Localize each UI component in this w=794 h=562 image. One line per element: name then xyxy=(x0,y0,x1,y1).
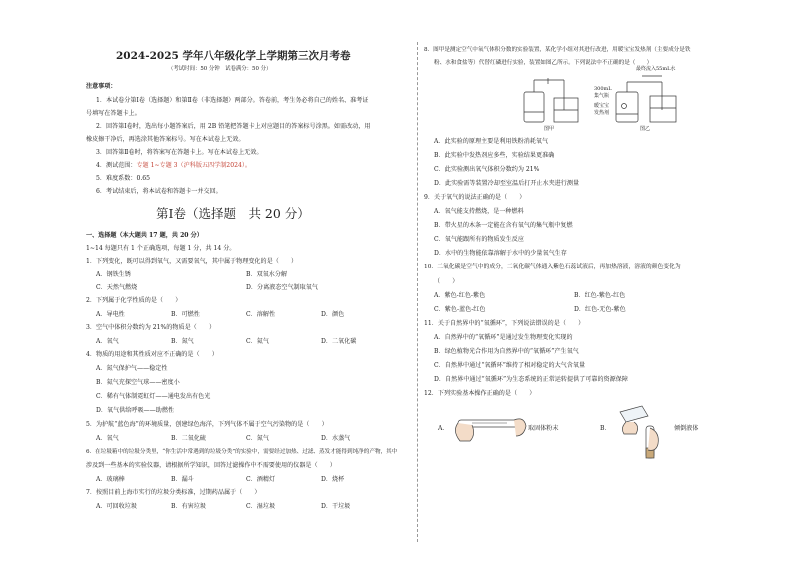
note-4 xyxy=(96,162,251,169)
figure-a-apparatus xyxy=(524,78,578,122)
q11-option-b: B．绿色植物光合作用为自然界中的“氧循环”产生氧气 xyxy=(434,348,579,355)
q1-option-d: D．分离液态空气制取氧气 xyxy=(246,284,318,291)
note-2a: 2．回答第Ⅰ卷时，选出每小题答案后，用 2B 铅笔把答题卡上对应题目的答案标号涂黑。如需改动，用 xyxy=(96,123,371,130)
q11-option-d: D．自然界中通过“氧循环”为生态系统的正常运转提供了可靠的资源保障 xyxy=(434,376,628,383)
q8-option-b: B．此实验中发热剂应多些，实验结果更准确 xyxy=(434,152,555,159)
q12-stem: 12．下列实验基本操作正确的是（ ） xyxy=(424,390,536,397)
q12-option-b-figure xyxy=(612,398,672,468)
q7-option-a: A．可回收垃圾 xyxy=(96,503,137,510)
note-4-prefix: 4．测试范围： xyxy=(96,162,137,169)
q12-option-a-label: 取固体粉末 xyxy=(528,425,559,432)
q5-option-b: B．二氧化硫 xyxy=(171,435,206,442)
q6-option-b: B．漏斗 xyxy=(171,476,194,483)
q6-option-d: D．烧杯 xyxy=(321,476,345,483)
q11-option-a: A．自然界中的“氧循环”是通过发生物理变化实现的 xyxy=(434,334,573,341)
label-gas-bottle: 集气瓶 xyxy=(594,93,610,99)
q4-option-d: D．氧气供给呼吸——助燃性 xyxy=(96,407,175,414)
q6-stem-line2: 涉及到一些基本的实验仪器，请根据所学知识，回答过滤操作中不需要使用的仪器是（ ） xyxy=(86,462,336,469)
q8-final-water-note: 最终流入55mL水 xyxy=(636,66,676,72)
q12-option-b-letter: B． xyxy=(600,425,611,432)
q7-option-c: C．湿垃圾 xyxy=(246,503,276,510)
q10-option-a: A．紫色-红色-紫色 xyxy=(434,292,486,299)
q11-stem: 11．关于自然界中的“氧循环”，下列说法错误的是（ ） xyxy=(424,320,585,327)
q2-option-b: B．可燃性 xyxy=(171,311,200,318)
figure-a-caption: 图甲 xyxy=(544,126,555,132)
q1-option-b: B．双氧水分解 xyxy=(246,271,288,278)
q10-stem-line1: 10．二氧化碳是空气中的成分，二氧化碳气体通入紫色石蕊试液后，再加热溶液，溶液的颜色变化为 xyxy=(424,264,681,270)
q8-stem-line2: 粉、水和食盐等）代替红磷进行实验，装置如图乙所示。下列说法中不正确的是（ ） xyxy=(434,60,653,66)
figure-b-apparatus xyxy=(616,76,676,122)
q1-option-c: C．天然气燃烧 xyxy=(96,284,138,291)
part-heading: 一、选择题（本大题共 17 题，共 20 分） xyxy=(86,232,203,239)
q8-stem-line1: 8．图甲是测定空气中氧气体积分数的实验装置，某化学小组对其进行改进，用暖宝宝发热剂（主要成分是铁 xyxy=(424,47,691,53)
q5-option-a: A．氧气 xyxy=(96,435,119,442)
exam-subtitle: （考试时间：50 分钟 试卷满分：50 分） xyxy=(168,66,272,72)
note-3: 3．回答第Ⅱ卷时，将答案写在答题卡上。写在本试卷上无效。 xyxy=(96,149,263,156)
q3-option-d: D．二氧化碳 xyxy=(321,338,357,345)
q9-option-a: A．氧气能支持燃烧，是一种燃料 xyxy=(434,208,524,215)
q7-option-d: D．干垃圾 xyxy=(321,503,351,510)
q5-stem: 5．为护航“蓝色海”的环境质量，创建绿色海洋，下列气体不属于空气污染物的是（ ） xyxy=(86,421,328,428)
note-2b: 橡皮擦干净后，再选涂其他答案标号。写在本试卷上无效。 xyxy=(86,136,245,143)
q7-option-b: B．有害垃圾 xyxy=(171,503,206,510)
q10-option-d: D．红色-无色-紫色 xyxy=(574,306,626,313)
label-300ml: 300mL xyxy=(594,86,612,92)
note-1a: 1．本试卷分第Ⅰ卷（选择题）和第Ⅱ卷（非选择题）两部分。答卷前，考生务必将自己的姓名、准考证 xyxy=(96,97,369,104)
q12-option-a-figure xyxy=(452,402,528,450)
q8-option-c: C．此实验测出氧气体积分数约为 21% xyxy=(434,166,540,173)
q3-stem: 3．空气中体积分数约为 21%的物质是（ ） xyxy=(86,324,216,331)
q9-option-c: C．氧气能跟所有的物质发生反应 xyxy=(434,236,524,243)
q2-option-c: C．溶解性 xyxy=(246,311,276,318)
note-5: 5．难度系数：0.65 xyxy=(96,175,151,182)
exam-title: 2024-2025 学年八年级化学上学期第三次月考卷 xyxy=(116,50,351,62)
q10-option-b: B．红色-紫色-红色 xyxy=(574,292,626,299)
part-instructions: 1~14 每题只有 1 个正确选项，每题 1 分，共 14 分。 xyxy=(86,245,236,252)
q6-stem-line1: 6．在垃圾箱中的垃圾分类里，“你生活中常遇到的垃圾分类”的实验中，需要经过加热、过滤、蒸发才能得到纯净的产物，其中 xyxy=(86,449,398,455)
q12-option-a-letter: A． xyxy=(438,425,449,432)
label-heat-agent: 发热剂 xyxy=(594,110,610,116)
label-warmer: 暖宝宝 xyxy=(594,103,610,109)
q12-option-b-label: 倾倒液体 xyxy=(674,425,699,432)
q10-stem-line2: （ ） xyxy=(434,278,459,285)
q3-option-b: B．氮气 xyxy=(171,338,194,345)
q10-option-c: C．紫色-蓝色-红色 xyxy=(434,306,486,313)
q8-option-a: A．此实验的原理主要是利用铁粉消耗氧气 xyxy=(434,138,549,145)
q8-option-d: D．此实验需等装置冷却至室温后打开止水夹进行测量 xyxy=(434,180,580,187)
q4-option-c: C．稀有气体制霓虹灯——通电发出有色光 xyxy=(96,393,211,400)
q4-option-b: B．氦气充探空气球——密度小 xyxy=(96,379,180,386)
q7-stem: 7．按照目前上海市实行的垃圾分类标准，过期药品属于（ ） xyxy=(86,489,261,496)
q9-stem: 9．关于氧气的说法正确的是（ ） xyxy=(424,194,526,201)
q6-option-a: A．玻璃棒 xyxy=(96,476,125,483)
note-6: 6．考试结束后，将本试卷和答题卡一并交回。 xyxy=(96,188,222,195)
note-4-scope: 专题 1~专题 3（沪科版五四学制2024）。 xyxy=(136,162,251,169)
q1-option-a: A．钢铁生锈 xyxy=(96,271,131,278)
q2-stem: 2．下列属于化学性质的是（ ） xyxy=(86,297,182,304)
q4-stem: 4．物质的用途和其性质对应不正确的是（ ） xyxy=(86,351,218,358)
section-title: 第Ⅰ卷（选择题 共 20 分） xyxy=(156,206,310,221)
q5-option-c: C．氮气 xyxy=(246,435,269,442)
q3-option-c: C．氦气 xyxy=(246,338,269,345)
q1-stem: 1．下列变化，既可以得到氧气，又需要氧气，其中属于物理变化的是（ ） xyxy=(86,258,298,265)
notes-heading: 注意事项： xyxy=(86,83,117,90)
q2-option-a: A．导电性 xyxy=(96,311,125,318)
q4-option-a: A．氮气保护气——稳定性 xyxy=(96,365,168,372)
q6-option-c: C．酒精灯 xyxy=(246,476,276,483)
column-divider xyxy=(417,42,418,542)
q9-option-d: D．水中的生物能依靠溶解于水中的少量氧气生存 xyxy=(434,250,567,257)
q5-option-d: D．水蒸气 xyxy=(321,435,351,442)
q8-apparatus-figure xyxy=(504,66,694,136)
figure-b-caption: 图乙 xyxy=(640,126,651,132)
note-1b: 号填写在答题卡上。 xyxy=(86,110,141,117)
q2-option-d: D．颜色 xyxy=(321,311,345,318)
q11-option-c: C．自然界中通过“氧循环”维持了相对稳定的大气含氧量 xyxy=(434,362,586,369)
q3-option-a: A．氧气 xyxy=(96,338,119,345)
q9-option-b: B．带火星的木条一定能在含有氧气的集气瓶中复燃 xyxy=(434,222,573,229)
